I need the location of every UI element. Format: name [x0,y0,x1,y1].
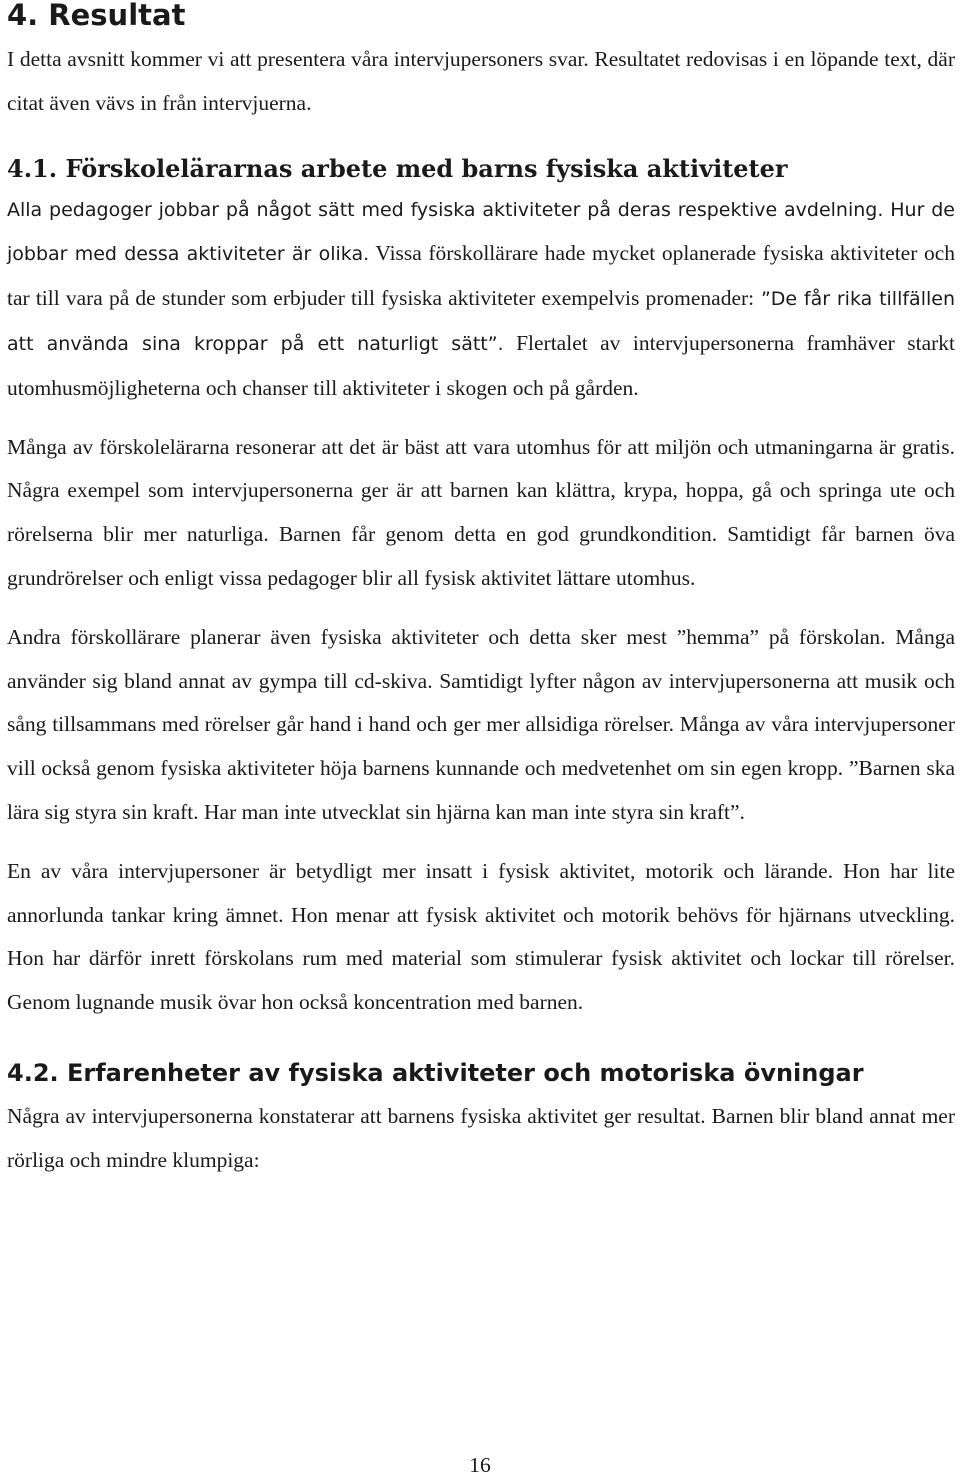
section-2-paragraph-1: Några av intervjupersonerna konstaterar att barnens fysiska aktivitet ger resultat. Barnen blir bland annat mer rörliga och mindre klumpiga: [7,1103,955,1172]
quote-text-run: ”De får rika tillfällen att använda sina kroppar på ett naturligt sätt”. [7,288,955,355]
document-page [7,0,955,1183]
section-1-paragraph-2: Många av förskolelärarna resonerar att det är bäst att vara utomhus för att miljön och utmaningarna är gratis. Några exempel som intervjupersonerna ger är att barnen kan klättra, krypa, hoppa, gå och springa ute och rörelserna blir mer naturliga. Barnen får genom detta en god grundkondition. Samtidigt får barnen öva grundrörelser och enligt vissa pedagoger blir all fysisk aktivitet lättare utomhus. [7,434,955,590]
section-1-heading: 4.1. Förskolelärarnas arbete med barns fysiska aktiviteter [7,153,788,183]
intro-paragraph: I detta avsnitt kommer vi att presentera våra intervjupersoners svar. Resultatet redovisas i en löpande text, där citat även vävs in från intervjuerna. [7,47,955,115]
page-number: 16 [469,1453,491,1477]
section-2-heading: 4.2. Erfarenheter av fysiska aktiviteter och motoriska övningar [7,1058,864,1087]
sans-text-run: Alla pedagoger jobbar på något sätt med fysiska aktiviteter på deras respektive avdelning. Hur de jobbar med dessa aktiviteter är olika. [7,198,955,266]
section-1-paragraph-1 [7,188,955,411]
chapter-heading: 4. Resultat [7,0,186,32]
section-1-paragraph-3: Andra förskollärare planerar även fysiska aktiviteter och detta sker mest ”hemma” på förskolan. Många använder sig bland annat av gympa till cd-skiva. Samtidigt lyfter någon av intervjupersonerna att musik och sång tillsammans med rörelser går hand i hand och ger mer allsidiga rörelser. Många av våra intervjupersoner vill också genom fysiska aktiviteter höja barnens kunnande och medvetenhet om sin egen kropp. ”Barnen ska lära sig styra sin kraft. Har man inte utvecklat sin hjärna kan man inte styra sin kraft”. [7,624,955,824]
section-1-paragraph-4: En av våra intervjupersoner är betydligt mer insatt i fysisk aktivitet, motorik och lärande. Hon har lite annorlunda tankar kring ämnet. Hon menar att fysisk aktivitet och motorik behövs för hjärnans utveckling. Hon har därför inrett förskolans rum med material som stimulerar fysisk aktivitet och lockar till rörelser. Genom lugnande musik övar hon också koncentration med barnen. [7,858,955,1015]
serif-text-run: Flertalet av intervjupersonerna framhäver starkt utomhusmöjligheterna och chanser till aktiviteter i skogen och på gården. [7,330,955,400]
serif-text-run: Vissa förskollärare hade mycket oplanerade fysiska aktiviteter och tar till vara på de stunder som erbjuder till fysiska aktiviteter exempelvis promenader: [7,241,955,311]
